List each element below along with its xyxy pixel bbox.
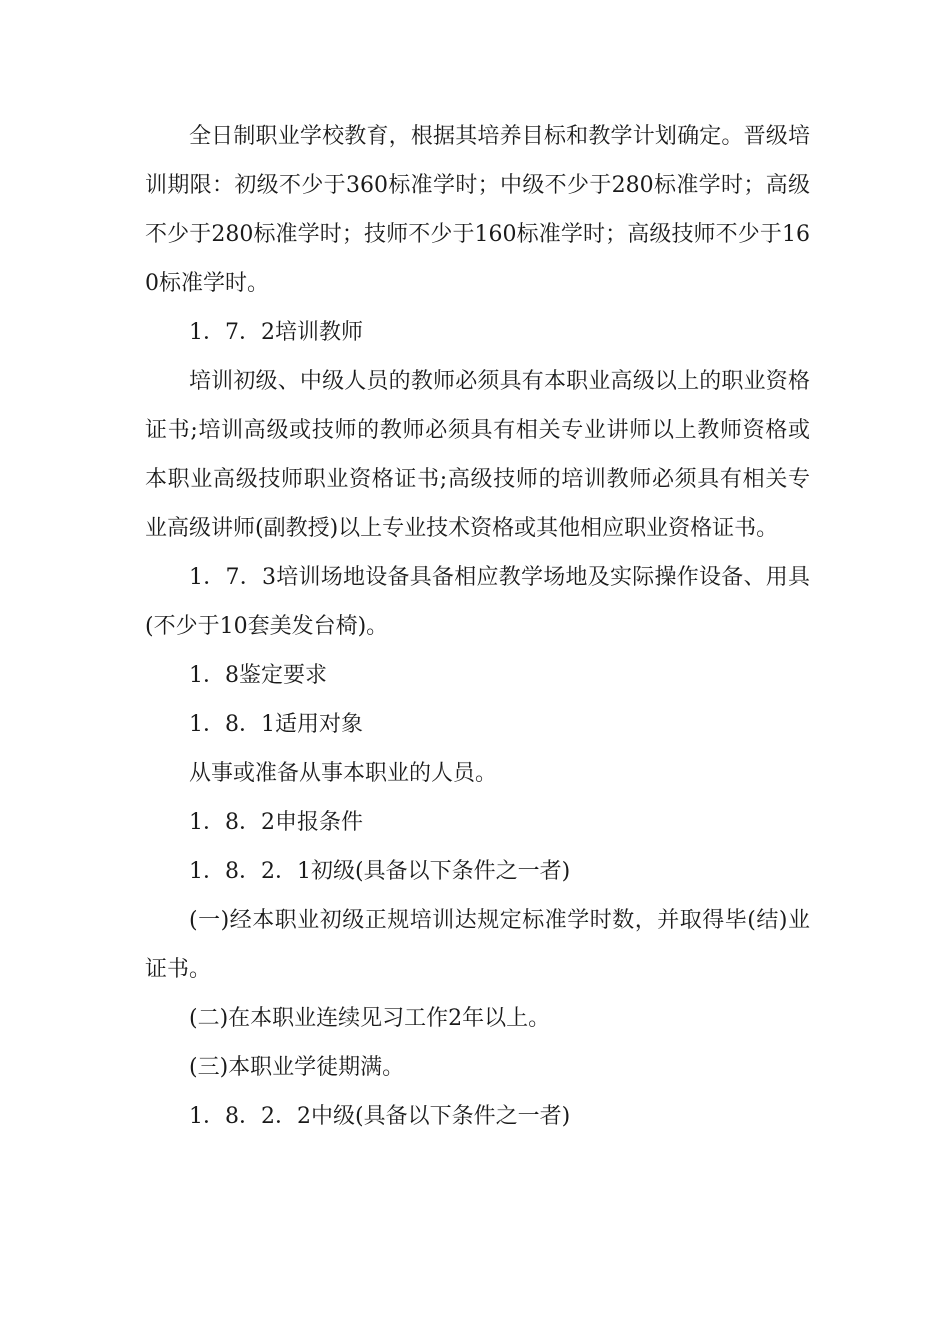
heading-1-7-3-training-facilities: 1．7．3培训场地设备具备相应教学场地及实际操作设备、用具(不少于10套美发台椅)。	[145, 565, 810, 639]
document-body	[145, 112, 810, 1141]
heading-1-8-2-application-conditions: 1．8．2申报条件	[189, 810, 363, 835]
condition-item-1: (一)经本职业初级正规培训达规定标准学时数，并取得毕(结)业证书。	[145, 908, 810, 982]
condition-item-3: (三)本职业学徒期满。	[189, 1055, 405, 1080]
heading-1-8-2-2-intermediate: 1．8．2．2中级(具备以下条件之一者)	[189, 1104, 571, 1129]
condition-item-2: (二)在本职业连续见习工作2年以上。	[189, 1006, 551, 1031]
heading-1-8-2-1-junior: 1．8．2．1初级(具备以下条件之一者)	[189, 859, 571, 884]
heading-1-8-appraisal-requirements: 1．8鉴定要求	[189, 663, 327, 688]
paragraph-teacher-requirements: 培训初级、中级人员的教师必须具有本职业高级以上的职业资格证书;培训高级或技师的教师必须具有相关专业讲师以上教师资格或本职业高级技师职业资格证书;高级技师的培训教师必须具有相关专业高级讲师(副教授)以上专业技术资格或其他相应职业资格证书。	[145, 369, 810, 541]
paragraph-applicable-persons: 从事或准备从事本职业的人员。	[189, 761, 498, 786]
heading-1-7-2-training-teachers: 1．7．2培训教师	[189, 320, 363, 345]
paragraph-training-period: 全日制职业学校教育，根据其培养目标和教学计划确定。晋级培训期限：初级不少于360标准学时；中级不少于280标准学时；高级不少于280标准学时；技师不少于160标准学时；高级技师不少于160标准学时。	[145, 124, 810, 296]
heading-1-8-1-applicable-persons: 1．8．1适用对象	[189, 712, 363, 737]
